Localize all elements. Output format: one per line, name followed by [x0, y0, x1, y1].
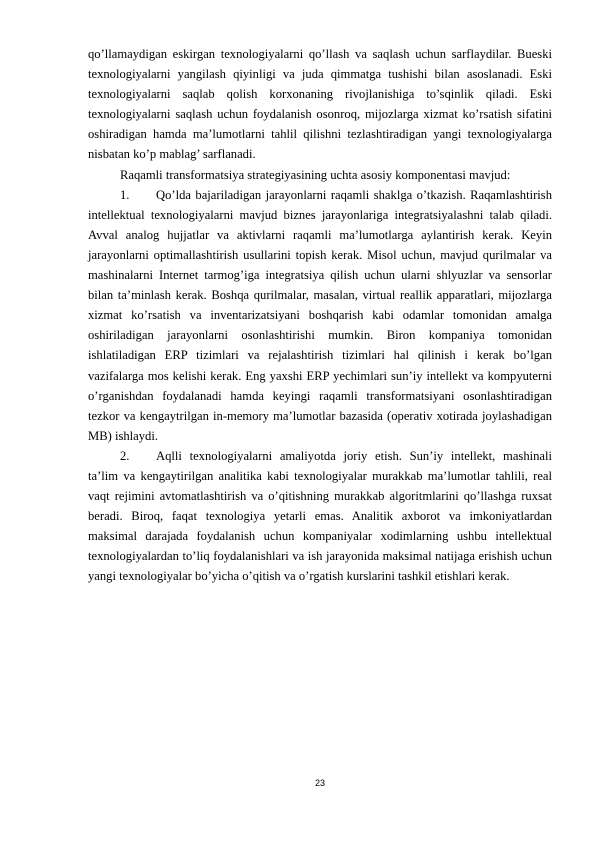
list-number: 2.	[120, 448, 130, 463]
paragraph-intro: Raqamli transformatsiya strategiyasining uchta asosiy komponentasi mavjud:	[120, 167, 511, 182]
page-number: 23	[314, 778, 325, 788]
list-number: 1.	[120, 187, 130, 202]
list-item-text: Qo’lda bajariladigan jarayonlarni raqamli shaklga o’tkazish. Raqamlashtirish intellektual texnologiyalarni mavjud biznes jarayonlariga integratsiyalashni talab qiladi. Avval analog hujjatlar va aktivlarni raqamli ma’lumotlarga aylantirish kerak. Keyin jarayonlarni optimallashtirish usullarini topish kerak. Misol uchun, mavjud qurilmalar va mashinalarni Internet tarmog’iga integratsiya qilish uchun ularni shlyuzlar va sensorlar bilan ta’minlash kerak. Boshqa qurilmalar, masalan, virtual reallik apparatlari, mijozlarga xizmat ko’rsatish va inventarizatsiyani boshqarish kabi odamlar tomonidan amalga oshiriladigan jarayonlarni osonlashtirishi mumkin. Biron kompaniya tomonidan ishlatiladigan ERP tizimlari va rejalashtirish tizimlari hal qilinish i kerak bo’lgan vazifalarga mos kelishi kerak. Eng yaxshi ERP yechimlari sun’iy intellekt va kompyuterni o’rganishdan foydalanadi hamda keyingi raqamli transformatsiyani osonlashtiradigan tezkor va kengaytrilgan in-memory ma’lumotlar bazasida (operativ xotirada joylashadigan MB) ishlaydi.	[88, 187, 552, 443]
list-item-1	[88, 185, 552, 446]
list-item-2	[88, 446, 552, 587]
list-item-text: Aqlli texnologiyalarni amaliyotda joriy etish. Sun’iy intellekt, mashinali ta’lim va kengaytirilgan analitika kabi texnologiyalar murakkab ma’lumotlar tahlili, real vaqt rejimini avtomatlashtirish va o’qitishning murakkab algoritmlarini qo’llashga ruxsat beradi. Biroq, faqat texnologiya yetarli emas. Analitik axborot va imkoniyatlardan maksimal darajada foydalanish uchun kompaniyalar xodimlarning ushbu intellektual texnologiyalardan to’liq foydalanishlari va ish jarayonida maksimal natijaga erishish uchun yangi texnologiyalar bo’yicha o’qitish va o’rgatish kurslarini tashkil etishlari kerak.	[88, 448, 552, 584]
body-text	[88, 44, 552, 587]
paragraph-continuation: qo’llamaydigan eskirgan texnologiyalarni qo’llash va saqlash uchun sarflaydilar. Bueski texnologiyalarni yangilash qiyinligi va juda qimmatga tushishi bilan asoslanadi. Eski texnologiyalarni saqlab qolish korxonaning rivojlanishiga to’sqinlik qiladi. Eski texnologiyalarni saqlash uchun foydalanish osonroq, mijozlarga xizmat ko’rsatish sifatini oshiradigan hamda ma’lumotlarni tahlil qilishni tezlashtiradigan yangi texnologiyalarga nisbatan ko’p mablag’ sarflanadi.	[88, 47, 552, 162]
